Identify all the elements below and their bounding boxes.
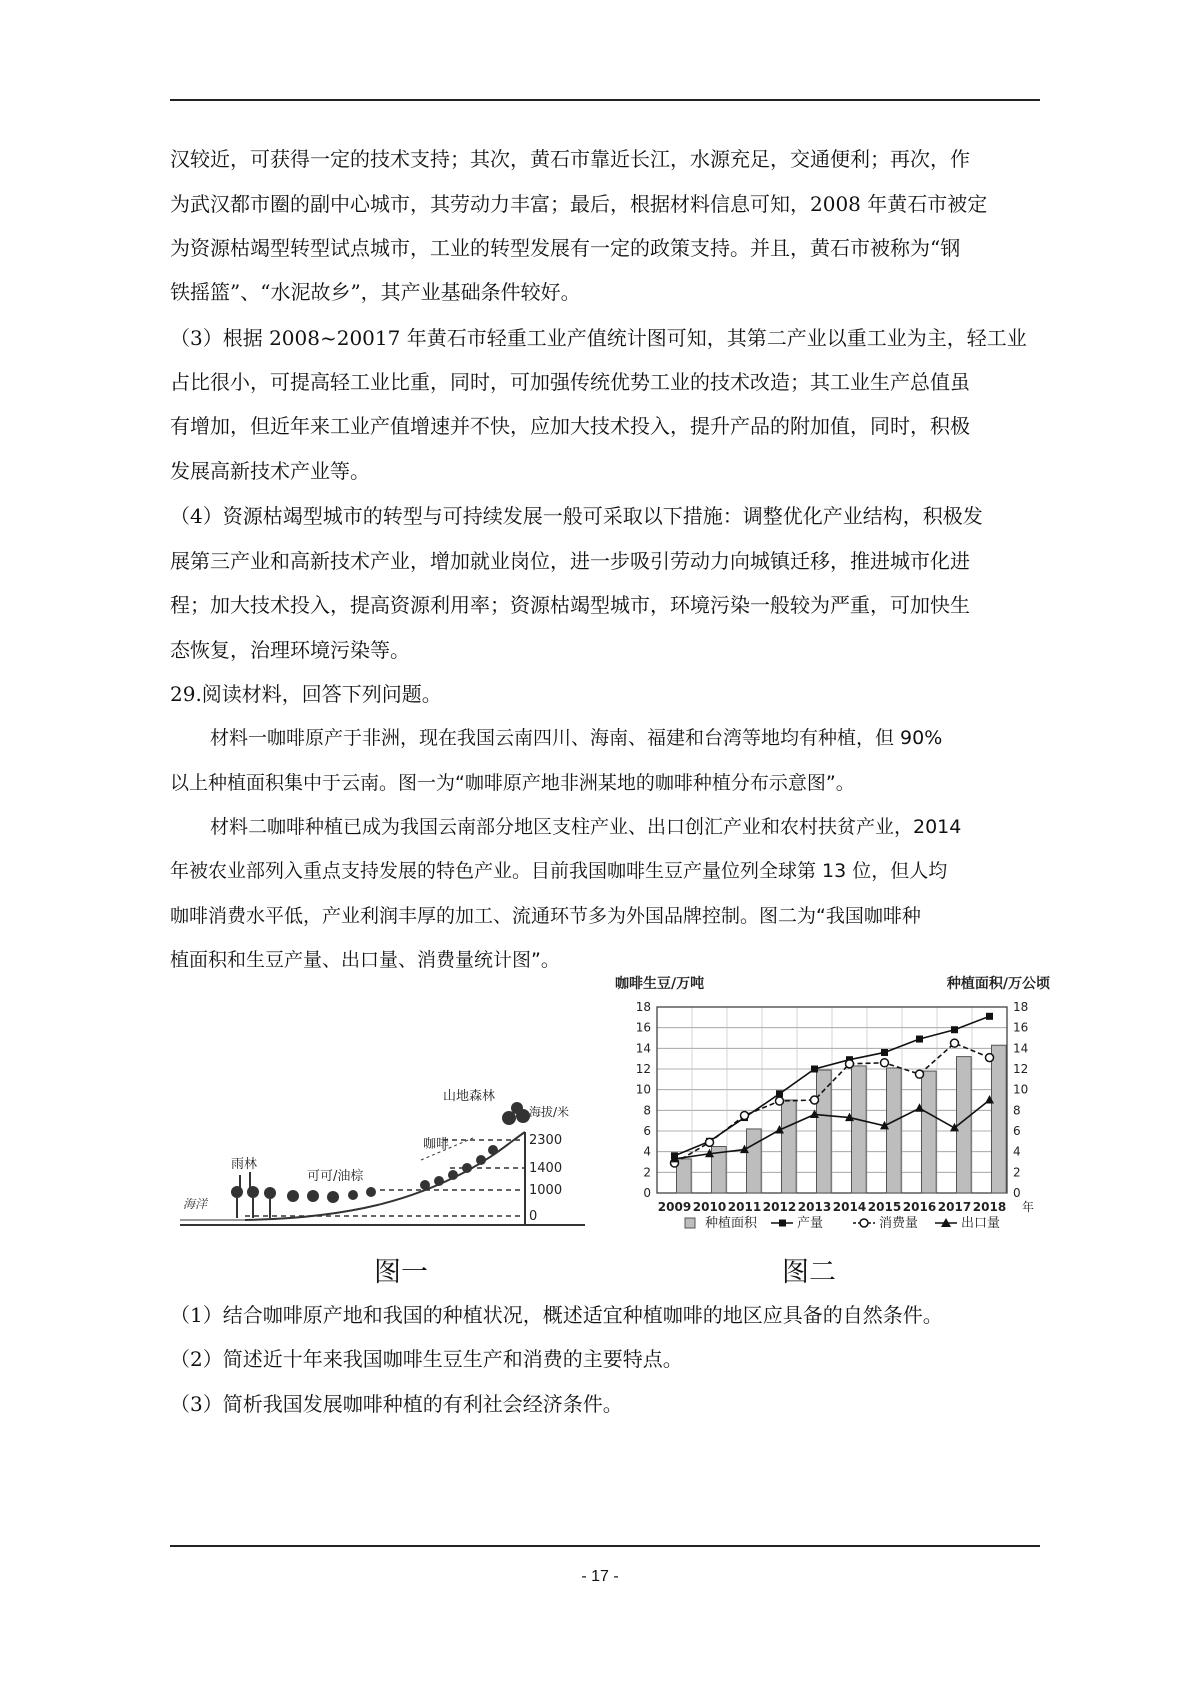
question-heading: 29.阅读材料，回答下列问题。 <box>170 682 442 706</box>
left-tick-label: 0 <box>643 1186 651 1200</box>
left-axis-title: 咖啡生豆/万吨 <box>615 976 705 992</box>
left-tick-label: 8 <box>643 1103 651 1118</box>
x-tick-label: 2018 <box>972 1200 1007 1214</box>
text-line: 有增加，但近年来工业产值增速并不快，应加大技术投入，提升产品的附加值，同时，积极 <box>170 414 970 438</box>
point-production <box>811 1066 818 1073</box>
footer-rule <box>170 1545 1040 1547</box>
right-tick-label: 4 <box>1013 1144 1021 1159</box>
x-tick-label: 2011 <box>727 1200 762 1214</box>
figure-two-chart <box>615 975 1055 1245</box>
left-tick-label: 12 <box>635 1062 651 1076</box>
point-consumption <box>951 1039 959 1047</box>
text-line: 为资源枯竭型转型试点城市，工业的转型发展有一定的政策支持。并且，黄石市被称为“钢 <box>170 236 961 260</box>
bar-planting-area <box>992 1045 1007 1193</box>
text-line: （3）根据 2008~20017 年黄石市轻重工业产值统计图可知，其第二产业以重工业为主，轻工业 <box>170 326 1027 350</box>
tick-1400: 1400 <box>529 1161 563 1176</box>
x-tick-label: 2012 <box>762 1200 797 1214</box>
bar-planting-area <box>852 1066 867 1193</box>
x-tick-label: 2009 <box>657 1200 692 1214</box>
point-consumption <box>916 1070 924 1078</box>
point-consumption <box>811 1096 819 1104</box>
text-line: 展第三产业和高新技术产业，增加就业岗位，进一步吸引劳动力向城镇迁移，推进城市化进 <box>170 549 970 573</box>
x-tick-label: 2016 <box>902 1200 937 1214</box>
left-tick-label: 10 <box>635 1082 651 1097</box>
point-production <box>881 1049 888 1056</box>
legend-marker <box>779 1220 786 1227</box>
text-line: 发展高新技术产业等。 <box>170 459 370 483</box>
x-tick-label: 2017 <box>937 1200 972 1214</box>
question-item: （2）简述近十年来我国咖啡生豆生产和消费的主要特点。 <box>170 1347 683 1371</box>
point-production <box>951 1026 958 1033</box>
left-tick-label: 2 <box>643 1165 651 1180</box>
point-production <box>916 1036 923 1043</box>
point-consumption <box>846 1060 854 1068</box>
left-tick-label: 6 <box>643 1124 651 1138</box>
bar-planting-area <box>887 1068 902 1193</box>
material-one-line: 以上种植面积集中于云南。图一为“咖啡原产地非洲某地的咖啡种植分布示意图”。 <box>170 772 855 794</box>
ocean-label: 海洋 <box>183 1197 208 1211</box>
material-two-line: 植面积和生豆产量、出口量、消费量统计图”。 <box>170 949 560 971</box>
text-line: 铁摇篮”、“水泥故乡”，其产业基础条件较好。 <box>170 280 581 304</box>
figure-two-caption: 图二 <box>782 1257 836 1288</box>
legend-marker <box>860 1219 868 1227</box>
legend-label: 种植面积 <box>705 1216 758 1231</box>
forest-label: 山地森林 <box>443 1089 496 1104</box>
text-line: 汉较近，可获得一定的技术支持；其次，黄石市靠近长江，水源充足，交通便利；再次，作 <box>170 147 970 171</box>
text-line: （4）资源枯竭型城市的转型与可持续发展一般可采取以下措施：调整优化产业结构，积极发 <box>170 504 983 528</box>
coffee-label: 咖啡 <box>423 1137 450 1152</box>
x-tick-label: 2015 <box>867 1200 902 1214</box>
point-production <box>776 1090 783 1097</box>
right-tick-label: 14 <box>1013 1041 1029 1056</box>
bar-planting-area <box>817 1070 832 1193</box>
tick-0: 0 <box>529 1209 538 1224</box>
material-two-line: 年被农业部列入重点支持发展的特色产业。目前我国咖啡生豆产量位列全球第 13 位，但人均 <box>170 860 948 882</box>
right-tick-label: 10 <box>1013 1082 1029 1097</box>
altitude-label: 海拔/米 <box>529 1105 570 1119</box>
point-consumption <box>706 1138 714 1146</box>
left-tick-label: 18 <box>635 1000 651 1014</box>
material-one-line: 材料一咖啡原产于非洲，现在我国云南四川、海南、福建和台湾等地均有种植，但 90% <box>210 727 943 749</box>
right-axis-title: 种植面积/万公顷 <box>946 976 1050 992</box>
text-line: 为武汉都市圈的副中心城市，其劳动力丰富；最后，根据材料信息可知，2008 年黄石市被定 <box>170 192 988 216</box>
bar-planting-area <box>747 1129 762 1193</box>
x-axis-unit: 年 <box>1022 1200 1035 1214</box>
right-tick-label: 2 <box>1013 1165 1021 1180</box>
legend-swatch-bar <box>685 1218 695 1228</box>
question-item: （1）结合咖啡原产地和我国的种植状况，概述适宜种植咖啡的地区应具备的自然条件。 <box>170 1303 943 1327</box>
bar-planting-area <box>922 1071 937 1193</box>
point-production <box>986 1013 993 1020</box>
left-tick-label: 16 <box>635 1020 651 1035</box>
left-tick-label: 14 <box>635 1041 651 1056</box>
page-number: - 17 - <box>581 1568 619 1585</box>
right-tick-label: 12 <box>1013 1062 1029 1076</box>
legend-label: 消费量 <box>879 1216 919 1231</box>
figure-one-caption: 图一 <box>374 1257 428 1288</box>
header-rule <box>170 99 1040 101</box>
x-tick-label: 2010 <box>692 1200 727 1214</box>
tick-2300: 2300 <box>529 1133 563 1148</box>
text-line: 占比很小，可提高轻工业比重，同时，可加强传统优势工业的技术改造；其工业生产总值虽 <box>170 370 970 394</box>
point-consumption <box>986 1054 994 1062</box>
material-two-line: 咖啡消费水平低，产业利润丰厚的加工、流通环节多为外国品牌控制。图二为“我国咖啡种 <box>170 905 921 927</box>
x-tick-label: 2013 <box>797 1200 832 1214</box>
left-tick-label: 4 <box>643 1144 651 1159</box>
bar-planting-area <box>782 1100 797 1193</box>
text-line: 态恢复，治理环境污染等。 <box>170 638 410 662</box>
cocoa-label: 可可/油棕 <box>307 1169 364 1184</box>
x-tick-label: 2014 <box>832 1200 867 1214</box>
right-tick-label: 0 <box>1013 1186 1021 1200</box>
question-item: （3）简析我国发展咖啡种植的有利社会经济条件。 <box>170 1392 623 1416</box>
point-consumption <box>776 1097 784 1105</box>
material-two-line: 材料二咖啡种植已成为我国云南部分地区支柱产业、出口创汇产业和农村扶贫产业，2014 <box>210 816 962 838</box>
right-tick-label: 6 <box>1013 1124 1021 1138</box>
legend-label: 产量 <box>797 1216 824 1231</box>
rainforest-label: 雨林 <box>231 1157 258 1172</box>
point-consumption <box>741 1112 749 1120</box>
right-tick-label: 16 <box>1013 1020 1029 1035</box>
right-tick-label: 18 <box>1013 1000 1029 1014</box>
right-tick-label: 8 <box>1013 1103 1021 1118</box>
figure-one-diagram <box>175 1080 605 1240</box>
text-line: 程；加大技术投入，提高资源利用率；资源枯竭型城市，环境污染一般较为严重，可加快生 <box>170 593 970 617</box>
tick-1000: 1000 <box>529 1183 563 1198</box>
point-consumption <box>881 1059 889 1067</box>
legend-label: 出口量 <box>961 1216 1001 1231</box>
